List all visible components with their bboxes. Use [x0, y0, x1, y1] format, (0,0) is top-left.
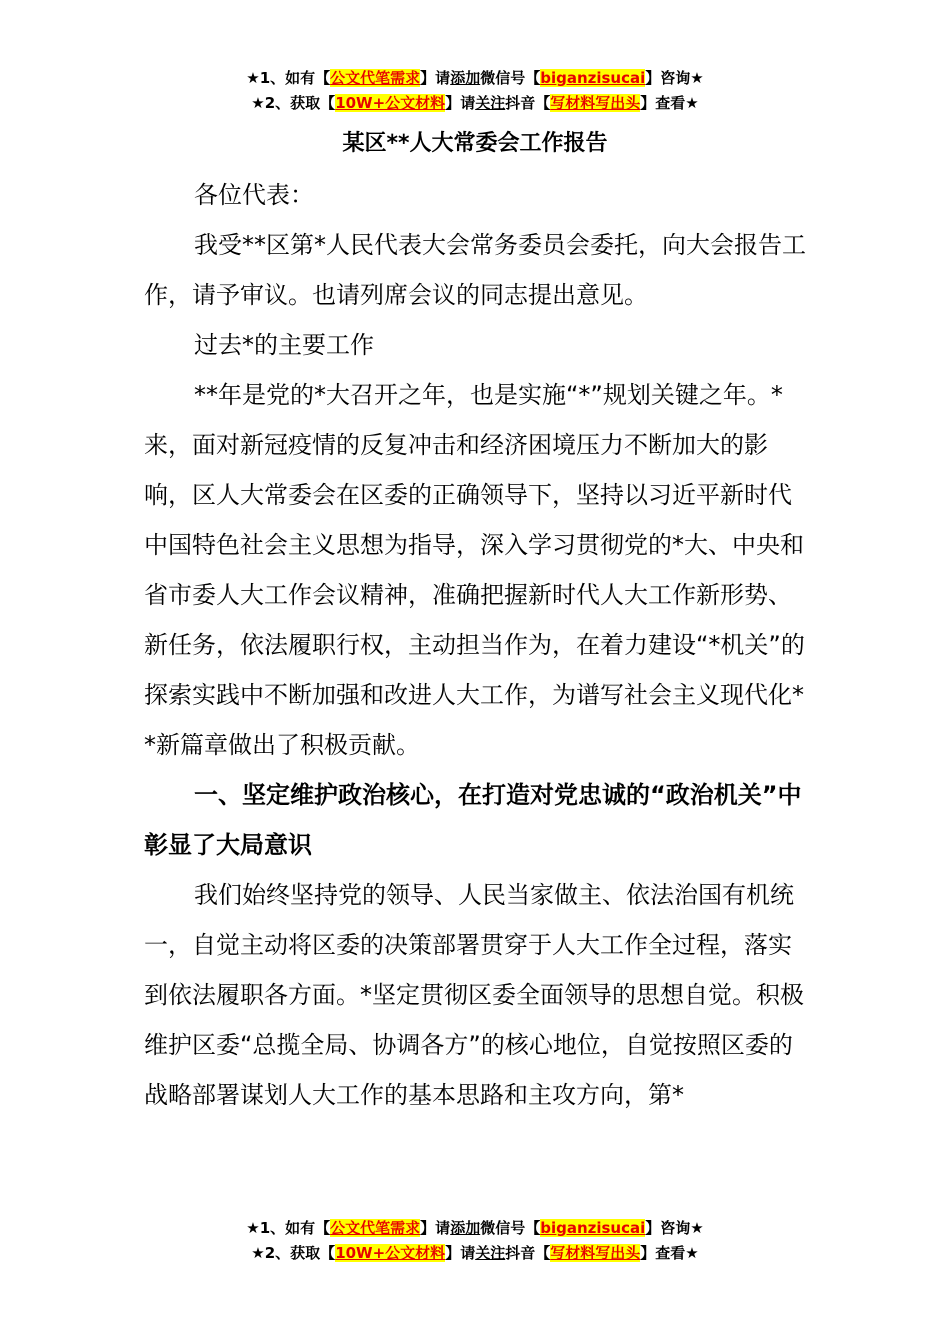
promo-text: ★1、如有【: [246, 1219, 331, 1237]
promo-text: ★2、获取【: [251, 1244, 336, 1262]
promo-highlight: biganzisucai: [540, 1219, 646, 1237]
promo-line-1: [0, 1216, 950, 1241]
promo-highlight: 写材料写出头: [550, 1244, 641, 1262]
promo-text: 】咨询★: [645, 69, 704, 87]
promo-highlight: 公文代笔需求: [330, 69, 421, 87]
salutation: 各位代表：: [194, 181, 314, 209]
promo-text: 】查看★: [640, 94, 699, 112]
body-paragraph: 我们始终坚持党的领导、人民当家做主、依法治国有机统一，自觉主动将区委的决策部署贯穿于人大工作全过程，落实到依法履职各方面。*坚定贯彻区委全面领导的思想自觉。积极维护区委“总揽全局、协调各方”的核心地位，自觉按照区委的战略部署谋划人大工作的基本思路和主攻方向，第*: [144, 881, 804, 1109]
promo-highlight: 写材料写出头: [550, 94, 641, 112]
promo-line-2: [0, 1241, 950, 1266]
promo-underlined: 添加: [450, 1219, 481, 1237]
promo-underlined: 添加: [450, 69, 481, 87]
body-paragraph: 我受**区第*人民代表大会常务委员会委托，向大会报告工作，请予审议。也请列席会议的同志提出意见。: [144, 231, 806, 309]
promo-underlined: 关注: [475, 1244, 506, 1262]
section-heading: 过去*的主要工作: [194, 331, 374, 359]
body-paragraph: **年是党的*大召开之年，也是实施“*”规划关键之年。*来，面对新冠疫情的反复冲击和经济困境压力不断加大的影响，区人大常委会在区委的正确领导下，坚持以习近平新时代中国特色社会主义思想为指导，深入学习贯彻党的*大、中央和省市委人大工作会议精神，准确把握新时代人大工作新形势、新任务，依法履职行权，主动担当作为，在着力建设“*机关”的探索实践中不断加强和改进人大工作，为谱写社会主义现代化**新篇章做出了积极贡献。: [144, 381, 805, 759]
promo-text: ★1、如有【: [246, 69, 331, 87]
promo-text: ★2、获取【: [251, 94, 336, 112]
promo-text: 】咨询★: [645, 1219, 704, 1237]
promo-text: 】请: [420, 69, 451, 87]
promo-underlined: 关注: [475, 94, 506, 112]
promo-highlight: 10W+公文材料: [335, 94, 446, 112]
document-title: 某区**人大常委会工作报告: [342, 131, 608, 156]
promo-line-1: [0, 66, 950, 91]
promo-text: 抖音【: [505, 94, 551, 112]
promo-text: 】查看★: [640, 1244, 699, 1262]
section-heading-bold: 一、坚定维护政治核心，在打造对党忠诚的“政治机关”中彰显了大局意识: [144, 781, 802, 859]
promo-banner-top: [0, 66, 950, 116]
promo-banner-bottom: [0, 1216, 950, 1266]
promo-highlight: biganzisucai: [540, 69, 646, 87]
promo-text: 】请: [420, 1219, 451, 1237]
promo-highlight: 公文代笔需求: [330, 1219, 421, 1237]
document-body: [144, 170, 808, 1120]
promo-text: 微信号【: [480, 69, 541, 87]
promo-highlight: 10W+公文材料: [335, 1244, 446, 1262]
promo-line-2: [0, 91, 950, 116]
promo-text: 】请: [445, 94, 476, 112]
promo-text: 抖音【: [505, 1244, 551, 1262]
promo-text: 微信号【: [480, 1219, 541, 1237]
promo-text: 】请: [445, 1244, 476, 1262]
